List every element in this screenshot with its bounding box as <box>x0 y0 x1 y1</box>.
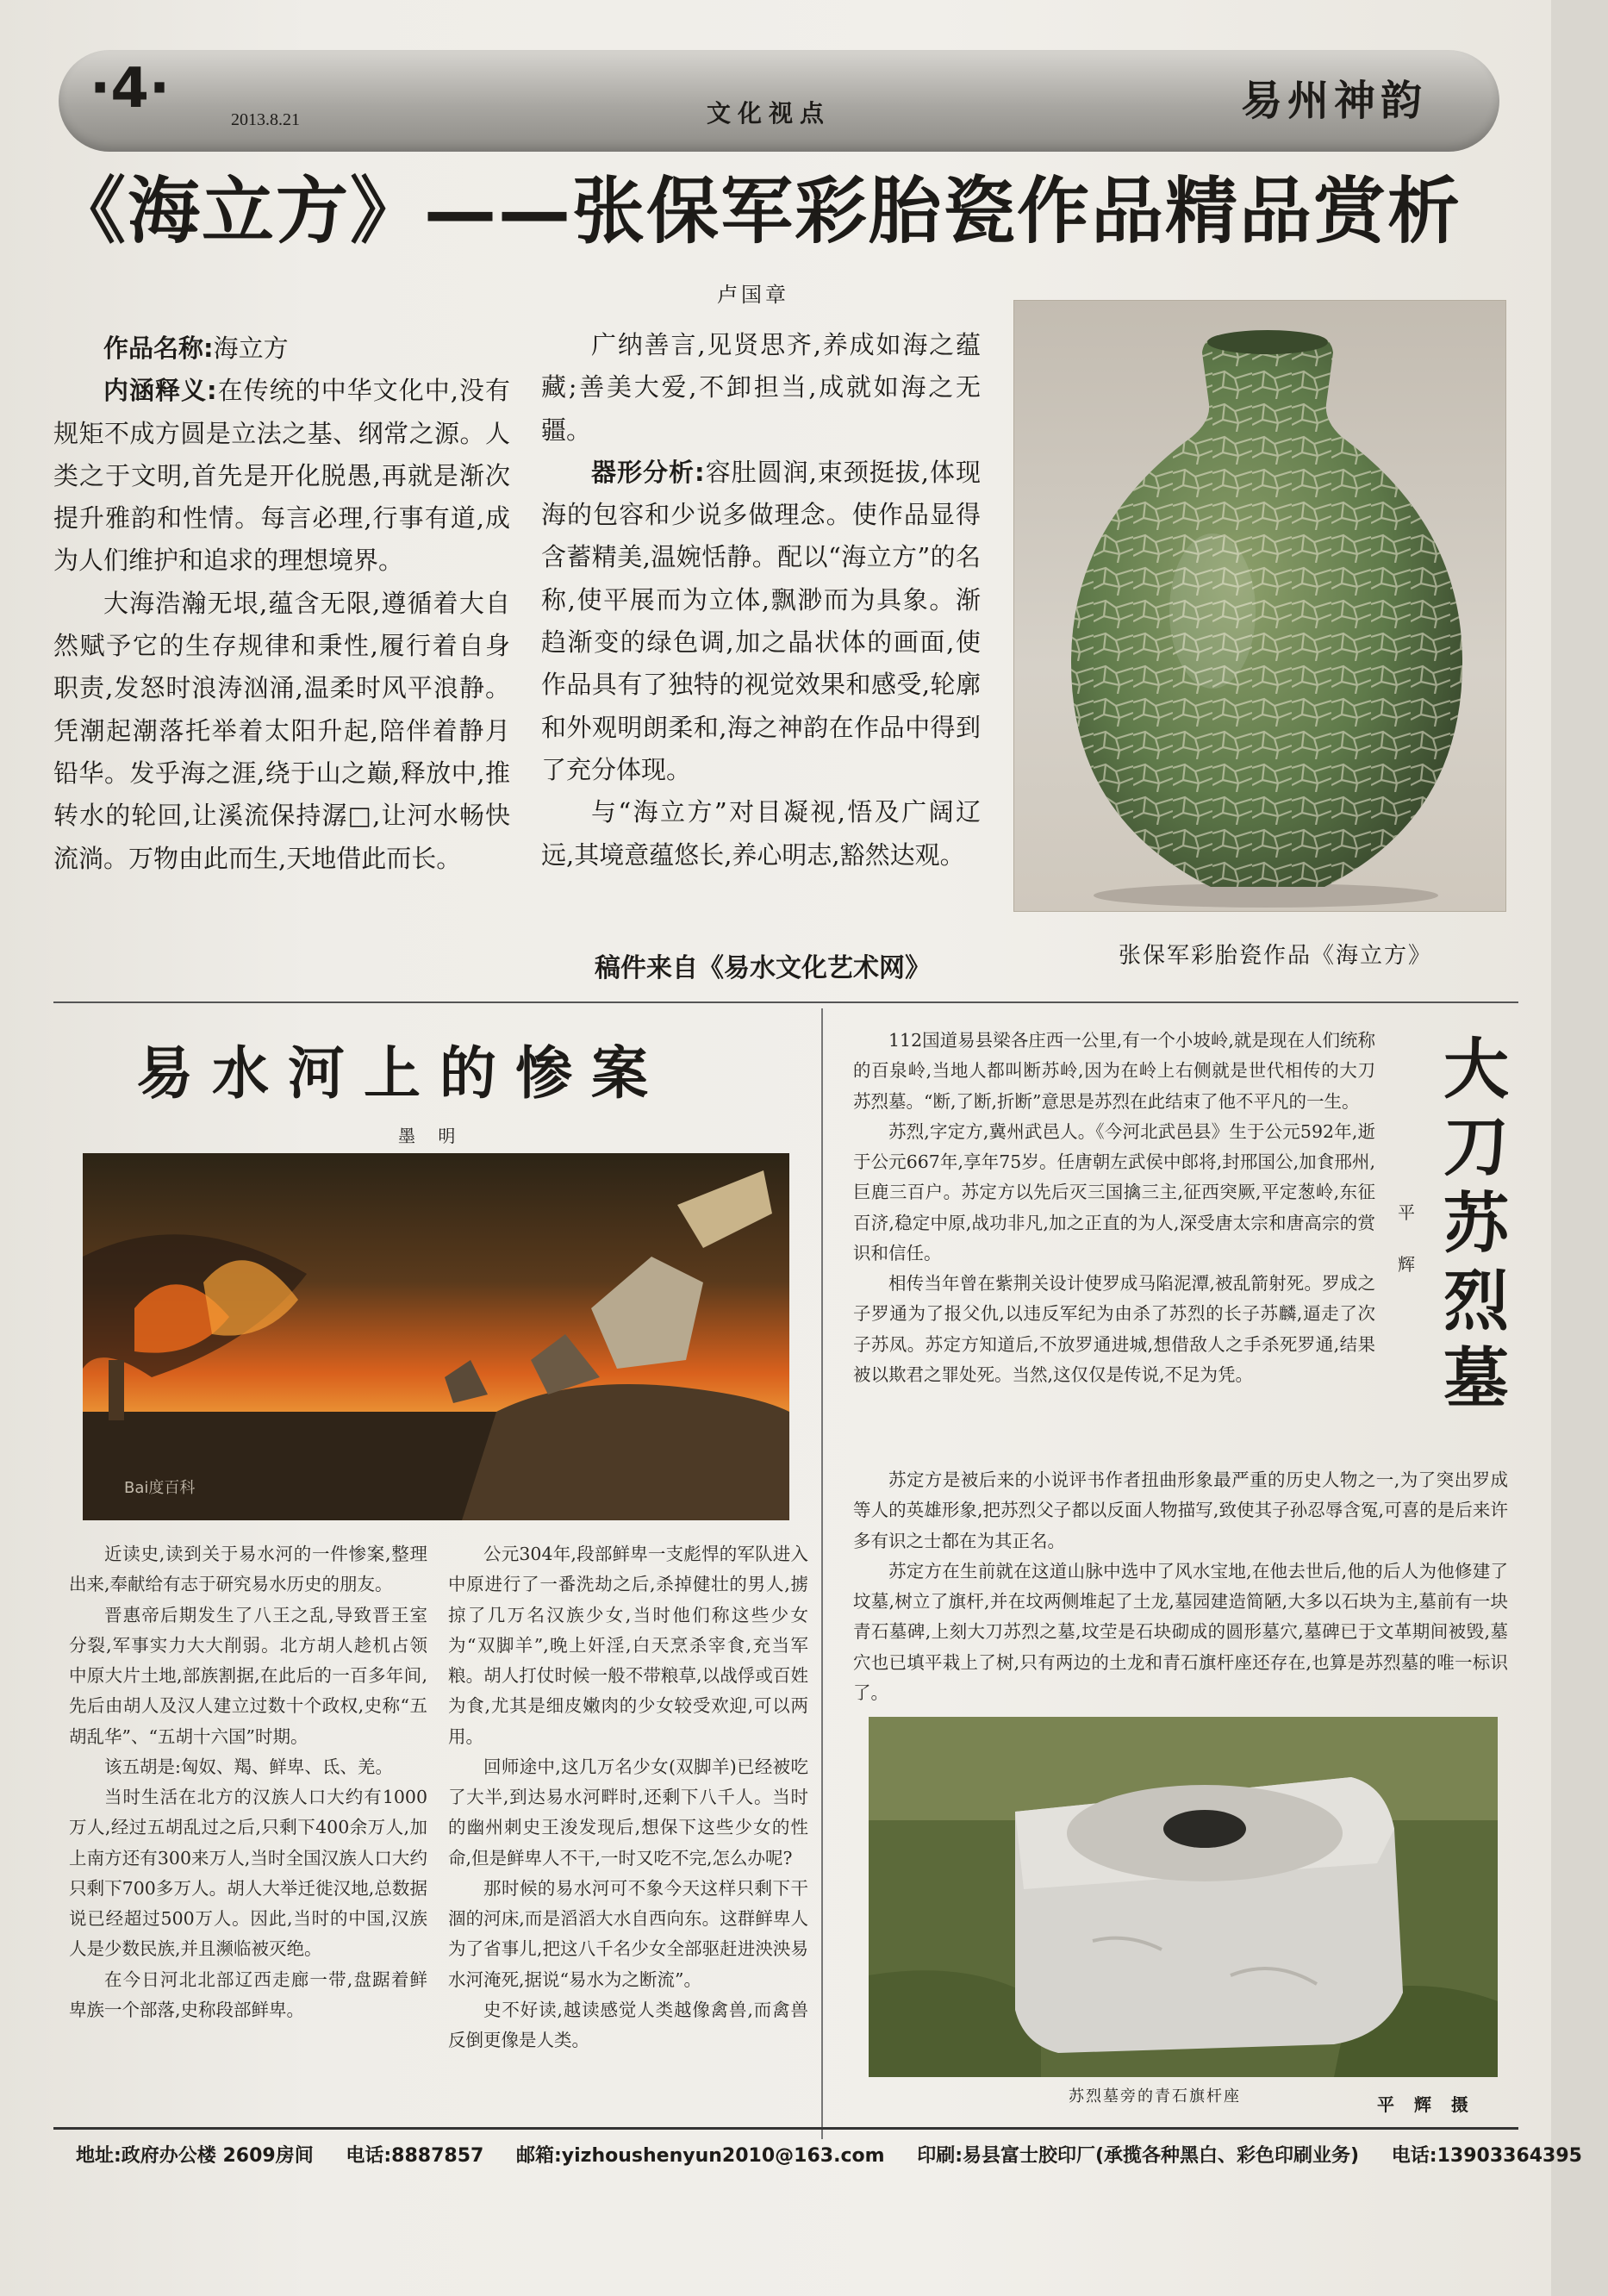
footer <box>76 2141 1582 2168</box>
article3-title <box>1437 1031 1515 1417</box>
vase-illustration <box>1014 301 1507 913</box>
battle-illustration <box>83 1153 789 1520</box>
stone-photo <box>869 1717 1498 2077</box>
meaning-paragraph: 内涵释义:在传统的中华文化中,没有规矩不成方圆是立法之基、纲常之源。人类之于文明,首先是开化脱愚,再就是渐次提升雅韵和性情。每言必理,行事有道,成为人们维护和追求的理想境界。 <box>53 376 510 576</box>
form-analysis-paragraph: 器形分析:容肚圆润,束颈挺拔,体现海的包容和少说多做理念。使作品显得含蓄精美,温婉恬静。配以“海立方”的名称,使平展而为立体,飘渺而为具象。渐趋渐变的绿色调,加之晶状体的画面,使作品具有了独特的视觉效果和感受,轮廓和外观明朗柔和,海之神韵在作品中得到了充分体现。 <box>541 457 981 784</box>
footer-phone: 电话:8887857 <box>346 2145 484 2167</box>
footer-printer: 印刷:易县富士胶印厂(承揽各种黑白、彩色印刷业务) <box>917 2145 1360 2167</box>
article2-column-2 <box>448 1539 808 2056</box>
body-paragraph: 近读史,读到关于易水河的一件惨案,整理出来,奉献给有志于研究易水历史的朋友。 <box>69 1544 427 1595</box>
article3-wide-column <box>853 1465 1508 1708</box>
body-paragraph: 广纳善言,见贤思齐,养成如海之蕴藏;善美大爱,不卸担当,成就如海之无疆。 <box>541 330 981 445</box>
issue-date: 2013.8.21 <box>231 110 300 129</box>
body-paragraph: 苏烈,字定方,冀州武邑人。《今河北武邑县》生于公元592年,逝于公元667年,享年75岁。任唐朝左武侯中郎将,封邢国公,加食邢州,巨鹿三百户。苏定方以先后灭三国擒三主,征西突厥,平定葱岭,东征百济,稳定中原,战功非凡,加之正直的为人,深受唐太宗和唐高宗的赏识和信任。 <box>853 1120 1375 1263</box>
section-name: 文化视点 <box>707 99 832 128</box>
body-paragraph: 公元304年,段部鲜卑一支彪悍的军队进入中原进行了一番洗劫之后,杀掉健壮的男人,掳掠了几万名汉族少女,当时他们称这些少女为“双脚羊”,晚上奸淫,白天烹杀宰食,充当军粮。胡人打仗时候一般不带粮草,以战俘或百姓为食,尤其是细皮嫩肉的少女较受欢迎,可以两用。 <box>448 1544 808 1747</box>
body-paragraph: 苏定方是被后来的小说评书作者扭曲形象最严重的历史人物之一,为了突出罗成等人的英雄形象,把苏烈父子都以反面人物描写,致使其子孙忍辱含冤,可喜的是后来许多有识之士都在为其正名。 <box>853 1469 1508 1551</box>
article1-author: 卢国章 <box>717 283 789 307</box>
title-char: 墓 <box>1443 1339 1509 1417</box>
body-paragraph: 史不好读,越读感觉人类越像禽兽,而禽兽反倒更像是人类。 <box>448 1999 808 2050</box>
footer-printer-phone: 电话:13903364395 <box>1391 2145 1582 2167</box>
article3-author <box>1396 1198 1417 1279</box>
body-paragraph: 在今日河北北部辽西走廊一带,盘踞着鲜卑族一个部落,史称段部鲜卑。 <box>69 1968 427 2020</box>
stone-illustration <box>869 1717 1498 2077</box>
body-paragraph: 该五胡是:匈奴、羯、鲜卑、氐、羌。 <box>104 1756 393 1777</box>
page-number: ·4· <box>90 57 171 121</box>
title-char: 苏 <box>1443 1185 1509 1263</box>
battle-painting <box>83 1153 789 1520</box>
title-char: 大 <box>1443 1031 1509 1107</box>
body-paragraph: 那时候的易水河可不象今天这样只剩下干涸的河床,而是滔滔大水自西向东。这群鲜卑人为了省事儿,把这八千名少女全部驱赶进泱泱易水河淹死,据说“易水为之断流”。 <box>448 1877 808 1990</box>
stone-photo-credit: 平 辉 摄 <box>1377 2094 1475 2115</box>
article2-column-1 <box>69 1539 427 2025</box>
stone-caption: 苏烈墓旁的青石旗杆座 <box>1069 2087 1241 2106</box>
article1-column-1 <box>53 328 510 880</box>
article2-title: 易水河上的惨案 <box>136 1039 667 1107</box>
section-divider <box>53 1001 1518 1003</box>
title-char: 烈 <box>1443 1263 1509 1340</box>
title-char: 刀 <box>1443 1107 1509 1185</box>
column-divider <box>821 1008 823 2139</box>
body-paragraph: 与“海立方”对目凝视,悟及广阔辽远,其境意蕴悠长,养心明志,豁然达观。 <box>541 797 981 870</box>
body-paragraph: 回师途中,这几万名少女(双脚羊)已经被吃了大半,到达易水河畔时,还剩下八千人。当时的幽州刺史王浚发现后,想保下这些少女的性命,但是鲜卑人不干,一时又吃不完,怎么办呢? <box>448 1756 808 1869</box>
body-paragraph: 大海浩瀚无垠,蕴含无限,遵循着大自然赋予它的生存规律和秉性,履行着自身职责,发怒时浪涛汹涌,温柔时风平浪静。凭潮起潮落托举着太阳升起,陪伴着静月铅华。发乎海之涯,绕于山之巅,释放中,推转水的轮回,让溪流保持潺□,让河水畅快流淌。万物由此而生,天地借此而长。 <box>53 588 510 873</box>
article3-narrow-column <box>853 1026 1375 1390</box>
body-paragraph: 苏定方在生前就在这道山脉中选中了风水宝地,在他去世后,他的后人为他修建了坟墓,树立了旗杆,并在坟两侧堆起了土龙,墓园建造简陋,大多以石块为主,墓前有一块青石墓碑,上刻大刀苏烈之墓,坟茔是石块砌成的圆形墓穴,墓碑已于文革期间被毁,墓穴也已填平栽上了树,只有两边的土龙和青石旗杆座还存在,也算是苏烈墓的唯一标识了。 <box>853 1560 1508 1703</box>
body-paragraph: 晋惠帝后期发生了八王之乱,导致晋王室分裂,军事实力大大削弱。北方胡人趁机占领中原大片土地,部族割据,在此后的一百多年间,先后由胡人及汉人建立过数十个政权,史称“五胡乱华”、“五胡十六国”时期。 <box>69 1604 427 1747</box>
footer-divider <box>53 2127 1518 2130</box>
body-paragraph: 112国道易县梁各庄西一公里,有一个小坡岭,就是现在人们统称的百泉岭,当地人都叫断苏岭,因为在岭上右侧就是世代相传的大刀苏烈墓。“断,了断,折断”意思是苏烈在此结束了他不平凡的一生。 <box>853 1030 1375 1112</box>
author-char: 平 <box>1398 1202 1415 1223</box>
newspaper-brand: 易州神韵 <box>1241 77 1428 125</box>
article1-title: 《海立方》——张保军彩胎瓷作品精品赏析 <box>53 169 1462 253</box>
footer-email: 邮箱:yizhoushenyun2010@163.com <box>516 2145 885 2167</box>
article1-column-2 <box>541 324 981 877</box>
body-paragraph: 当时生活在北方的汉族人口大约有1000万人,经过五胡乱过之后,只剩下400余万人,加上南方还有300来万人,当时全国汉族人口大约只剩下700多万人。胡人大举迁徙汉地,总数据说已经超过500万人。因此,当时的中国,汉族人是少数民族,并且濒临被灭绝。 <box>69 1787 427 1960</box>
vase-caption: 张保军彩胎瓷作品《海立方》 <box>1119 943 1433 969</box>
image-watermark: Bai度百科 <box>124 1479 196 1497</box>
footer-address: 地址:政府办公楼 2609房间 <box>76 2145 314 2167</box>
body-paragraph: 相传当年曾在紫荆关设计使罗成马陷泥潭,被乱箭射死。罗成之子罗通为了报父仇,以违反军纪为由杀了苏烈的长子苏麟,逼走了次子苏凤。苏定方知道后,不放罗通进城,想借敌人之手杀死罗通,结果被以欺君之罪处死。当然,这仅仅是传说,不足为凭。 <box>853 1273 1375 1385</box>
article2-author: 墨 明 <box>398 1126 464 1146</box>
article1-source: 稿件来自《易水文化艺术网》 <box>595 953 931 983</box>
author-char: 辉 <box>1398 1254 1415 1275</box>
vase-photo <box>1013 300 1506 912</box>
work-name-line: 作品名称:海立方 <box>103 334 289 363</box>
